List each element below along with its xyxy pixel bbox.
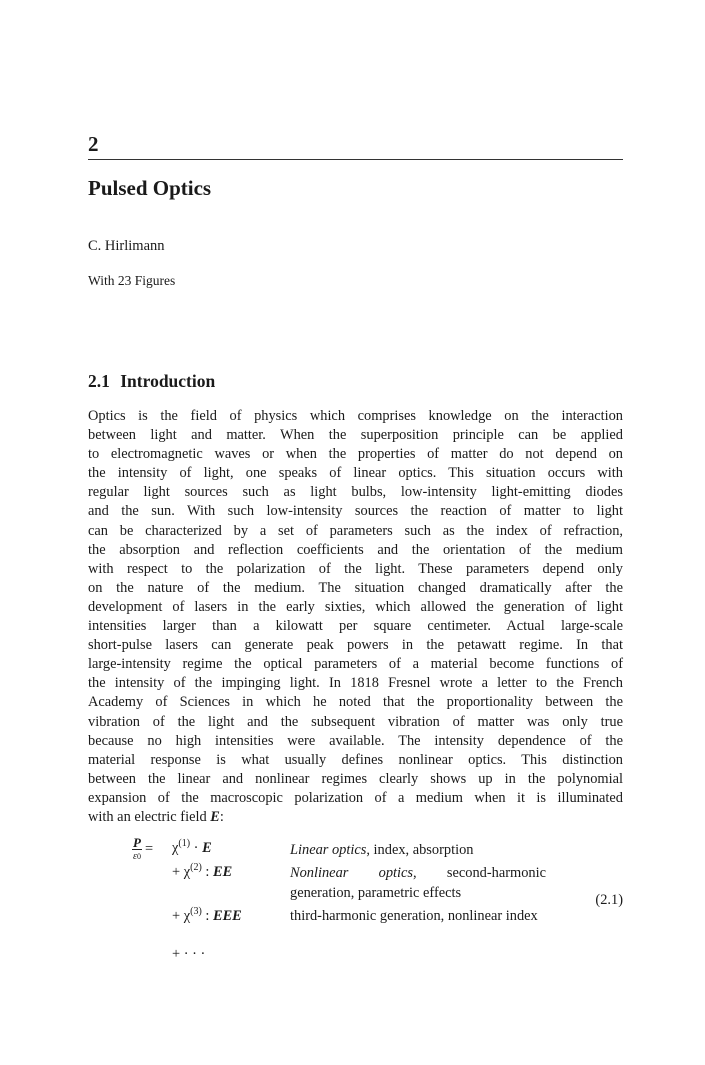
equation-desc-2 [290, 863, 546, 903]
desc-rest: , index, absorption [366, 842, 474, 858]
body-line: Optics is the field of physics which comprises knowledge on the interaction [88, 408, 623, 424]
term-operator: · [190, 840, 203, 856]
body-line: can be characterized by a set of parameters such as the index of refraction, [88, 522, 623, 539]
term-operator: : [201, 864, 213, 880]
body-line: short-pulse lasers can generate peak powers in the petawatt regime. In that [88, 637, 623, 654]
body-line: between light and matter. When the superposition principle can be applied [88, 427, 623, 444]
body-line: and the sun. With such low-intensity sources the reaction of matter to light [88, 503, 623, 520]
body-line: Academy of Sciences in which he noted that the proportionality between the [88, 694, 623, 711]
chapter-rule [88, 159, 623, 160]
body-line: vibration of the light and the subsequent vibration of matter was only true [88, 713, 623, 730]
body-line: expansion of the macroscopic polarization of a medium when it is illuminated [88, 789, 623, 806]
chi-symbol: + χ [172, 908, 191, 924]
term-field: EE [212, 864, 233, 880]
desc-italic: Linear optics [290, 842, 367, 858]
body-line: development of lasers in the early sixties, which allowed the generation of light [88, 598, 623, 615]
section-number: 2.1 [88, 371, 110, 391]
fraction-denominator: ε0 [133, 851, 141, 862]
electric-field-symbol: E [210, 808, 220, 825]
chi-symbol: + χ [172, 864, 191, 880]
chi-order: (3) [190, 906, 202, 918]
equation-continuation: + · · · [172, 946, 206, 962]
body-line: with respect to the polarization of the light. These parameters depend only [88, 560, 623, 577]
figures-note: With 23 Figures [88, 273, 176, 288]
body-line: large-intensity regime the optical parameters of a material become functions of [88, 656, 623, 673]
chapter-author: C. Hirlimann [88, 238, 165, 254]
fraction-numerator: P [133, 835, 141, 850]
body-line-last [88, 808, 623, 827]
chapter-number: 2 [88, 132, 99, 156]
desc-rest: third-harmonic generation, nonlinear index [290, 908, 538, 924]
term-field: E [202, 840, 212, 856]
equation-desc-3 [290, 906, 546, 926]
desc-rest: , second-harmonic generation, parametric effects [290, 865, 546, 901]
desc-italic: Nonlinear optics [290, 865, 414, 881]
body-line: between the linear and nonlinear regimes clearly shows up in the polynomial [88, 770, 623, 787]
body-line: the absorption and reflection coefficients and the orientation of the medium [88, 541, 623, 558]
term-operator: : [201, 908, 213, 924]
chapter-title: Pulsed Optics [88, 176, 212, 200]
equation-number: (2.1) [595, 892, 623, 908]
body-line: to electromagnetic waves or when the properties of matter do not depend on [88, 446, 623, 463]
body-line: the intensity of the impinging light. In 1818 Fresnel wrote a letter to the French [88, 675, 623, 692]
body-last-prefix: with an electric field [88, 808, 211, 825]
body-line: regular light sources such as light bulbs, low-intensity light-emitting diodes [88, 484, 623, 501]
polarization-fraction [132, 836, 142, 863]
chi-order: (1) [178, 838, 191, 850]
section-heading [88, 371, 215, 392]
chi-symbol: χ [172, 840, 179, 856]
body-line: the intensity of light, one speaks of linear optics. This situation occurs with [88, 465, 623, 482]
equation-desc-1 [290, 840, 546, 860]
equals-sign: = [144, 840, 154, 857]
body-line: on the nature of the medium. The situation changed dramatically after the [88, 579, 623, 596]
body-paragraph [88, 407, 623, 827]
term-field: EEE [212, 908, 242, 924]
body-line: material response is what usually defines nonlinear optics. This distinction [88, 751, 623, 768]
section-title: Introduction [120, 371, 216, 391]
body-line: intensities larger than a kilowatt per square centimeter. Actual large-scale [88, 618, 623, 635]
equation-block [88, 836, 623, 966]
body-line: because no high intensities were available. The intensity dependence of the [88, 732, 623, 749]
chi-order: (2) [190, 862, 202, 874]
body-last-suffix: : [219, 808, 224, 825]
